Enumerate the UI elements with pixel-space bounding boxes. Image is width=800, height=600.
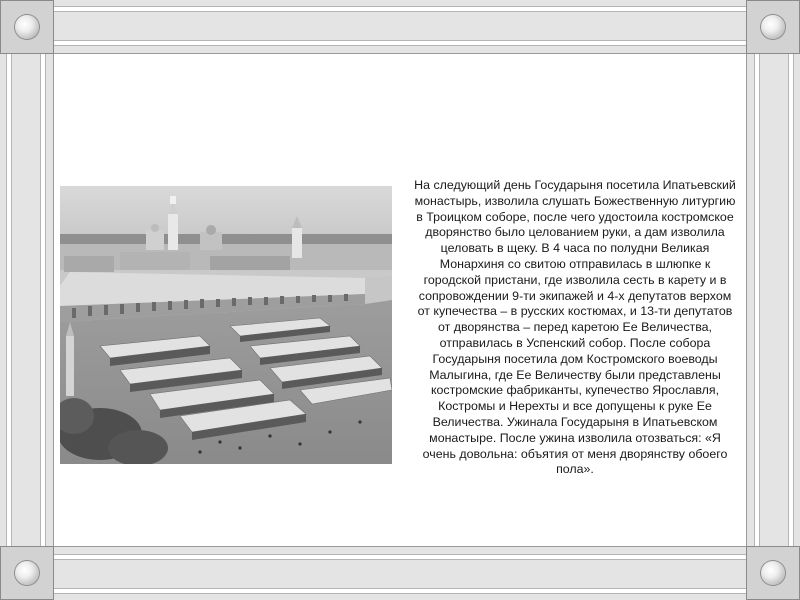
frame-groove xyxy=(754,0,760,600)
frame-groove xyxy=(0,588,800,594)
circle-ornament-icon xyxy=(15,561,39,585)
frame-groove xyxy=(40,0,46,600)
frame-groove xyxy=(6,0,12,600)
circle-ornament-icon xyxy=(761,15,785,39)
historic-photo-trading-rows xyxy=(60,186,392,464)
frame-groove xyxy=(0,554,800,560)
frame-groove xyxy=(788,0,794,600)
frame-groove xyxy=(0,6,800,12)
corner-ornament-bottom-left xyxy=(0,546,54,600)
circle-ornament-icon xyxy=(15,15,39,39)
corner-ornament-top-left xyxy=(0,0,54,54)
historical-narrative-text: На следующий день Государыня посетила Ипатьевский монастырь, изволила слушать Божественную литургию в Троицком соборе, после чего удостоила костромское дворянство было целованием руки, а дам изволила целовать в щеку. В 4 часа по полудни Великая Монархиня со свитою отправилась в шлюпке к городской пристани, где изволила сесть в карету и в сопровождении 9-ти экипажей и 4-х депутатов верхом от купечества – в русских костюмах, и 13-ти депутатов от дворянства – перед каретою Ее Величества, отправилась в Успенский собор. После собора Государыня посетила дом Костромского воеводы Малыгина, где Ее Величеству были представлены костромские фабриканты, купечество Ярославля, Костромы и Нерехты и все допущены к руке Ее Величества. Ужинала Государыня в Ипатьевском монастыре. После ужина изволила отозваться: «Я очень довольна: объятия от меня дворянству обоего пола». xyxy=(414,178,736,477)
corner-ornament-bottom-right xyxy=(746,546,800,600)
corner-ornament-top-right xyxy=(746,0,800,54)
frame-groove xyxy=(0,40,800,46)
circle-ornament-icon xyxy=(761,561,785,585)
